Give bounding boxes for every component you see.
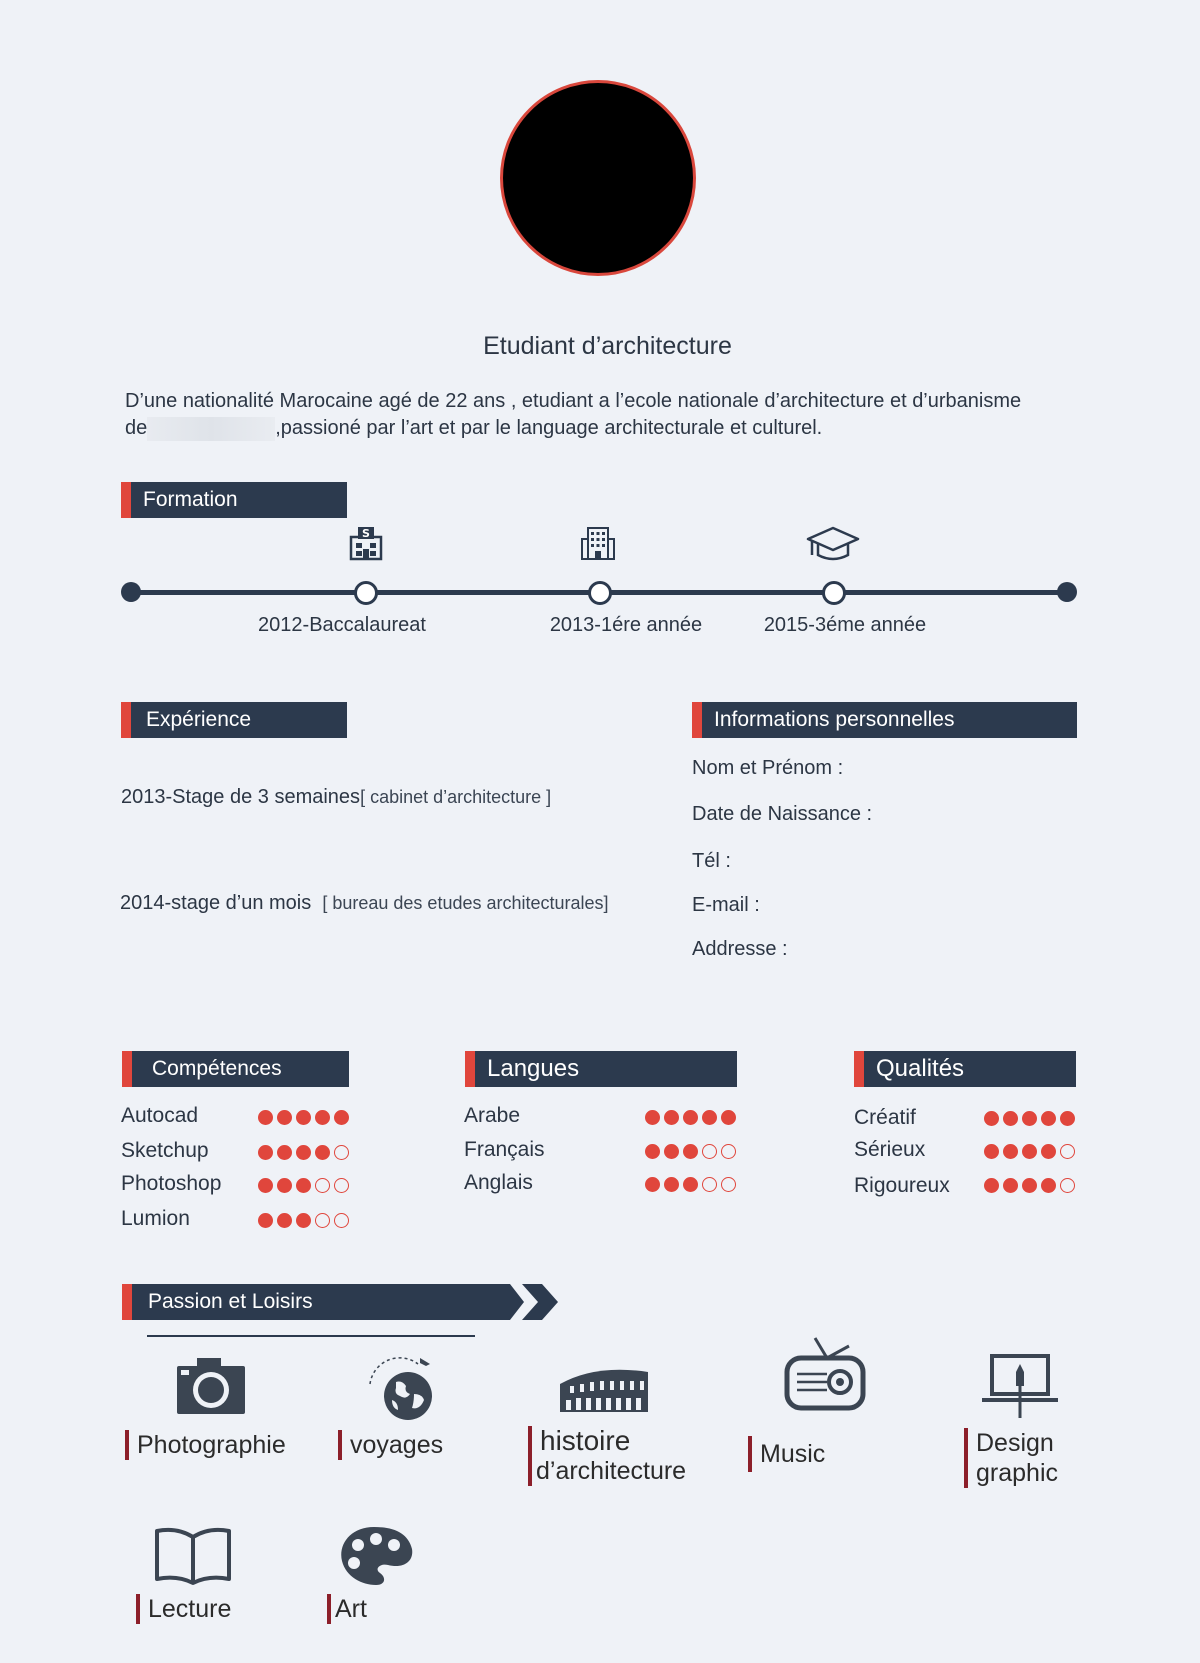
rating-dot-filled <box>334 1110 349 1125</box>
globe-plane-icon <box>362 1354 438 1422</box>
timeline-label-2012: 2012-Baccalaureat <box>258 614 426 636</box>
field-email: E-mail : <box>692 894 760 916</box>
intro-text <box>125 388 1085 442</box>
quality-name: Sérieux <box>854 1138 926 1161</box>
hobby-label-line: graphic <box>964 1458 1058 1488</box>
rating-dot-empty <box>721 1144 736 1159</box>
languages-header: Langues <box>465 1051 737 1087</box>
school-icon <box>348 525 384 561</box>
intro-line-2-end: ,passioné par l’art et par le language architecturale et culturel. <box>275 417 823 439</box>
timeline-label-2015: 2015-3éme année <box>763 614 927 636</box>
rating-dot-filled <box>645 1110 660 1125</box>
hobby-lecture: Lecture <box>136 1594 231 1624</box>
hobby-label-line: d’architecture <box>528 1456 686 1486</box>
field-address: Addresse : <box>692 938 788 960</box>
experience-main: 2014-stage d’un mois <box>120 892 312 914</box>
svg-text:S: S <box>362 527 370 540</box>
rating-dot-filled <box>1060 1111 1075 1126</box>
rating-dot-filled <box>1022 1178 1037 1193</box>
timeline-end-dot <box>1057 582 1077 602</box>
rating-dot-empty <box>1060 1144 1075 1159</box>
rating-dots <box>645 1110 736 1125</box>
rating-dot-filled <box>1041 1144 1056 1159</box>
rating-dot-filled <box>645 1144 660 1159</box>
rating-dot-filled <box>1003 1111 1018 1126</box>
quality-name: Rigoureux <box>854 1174 950 1197</box>
rating-dot-filled <box>296 1110 311 1125</box>
intro-line-2 <box>125 415 1085 442</box>
camera-icon <box>175 1356 247 1416</box>
hobby-photographie: Photographie <box>125 1430 286 1460</box>
rating-dot-filled <box>721 1110 736 1125</box>
field-phone: Tél : <box>692 850 731 872</box>
rating-dot-filled <box>702 1110 717 1125</box>
hobby-design-graphic <box>964 1428 1058 1488</box>
rating-dot-filled <box>1041 1178 1056 1193</box>
rating-dot-filled <box>258 1213 273 1228</box>
hobby-art: Art <box>327 1594 367 1624</box>
rating-dots <box>984 1178 1075 1193</box>
rating-dot-empty <box>334 1145 349 1160</box>
rating-dot-filled <box>296 1213 311 1228</box>
rating-dot-filled <box>664 1110 679 1125</box>
rating-dots <box>258 1145 349 1160</box>
hobby-voyages: voyages <box>338 1430 443 1460</box>
rating-dot-empty <box>721 1177 736 1192</box>
experience-header: Expérience <box>121 702 347 738</box>
skill-name: Photoshop <box>121 1172 222 1195</box>
rating-dot-empty <box>334 1178 349 1193</box>
rating-dot-empty <box>702 1177 717 1192</box>
graduation-cap-icon <box>806 525 860 565</box>
rating-dots <box>258 1178 349 1193</box>
rating-dot-filled <box>258 1110 273 1125</box>
radio-icon <box>783 1336 867 1416</box>
rating-dot-empty <box>1060 1178 1075 1193</box>
field-birthdate: Date de Naissance : <box>692 803 873 825</box>
rating-dot-empty <box>315 1213 330 1228</box>
skill-name: Sketchup <box>121 1139 209 1162</box>
rating-dot-filled <box>984 1111 999 1126</box>
rating-dots <box>984 1144 1075 1159</box>
rating-dots <box>258 1110 349 1125</box>
rating-dots <box>645 1177 736 1192</box>
palette-icon <box>336 1525 416 1589</box>
experience-detail: [ bureau des etudes architecturales] <box>322 893 609 913</box>
rating-dot-filled <box>683 1144 698 1159</box>
rating-dot-filled <box>296 1178 311 1193</box>
personal-info-header: Informations personnelles <box>692 702 1077 738</box>
language-name: Anglais <box>464 1171 533 1194</box>
colosseum-icon <box>556 1362 652 1416</box>
rating-dot-filled <box>277 1145 292 1160</box>
formation-header: Formation <box>121 482 347 518</box>
profile-photo <box>500 80 696 276</box>
hobby-music: Music <box>748 1436 825 1472</box>
hobby-histoire-architecture <box>528 1426 686 1486</box>
intro-line-1: D’une nationalité Marocaine agé de 22 ans , etudiant a l’ecole nationale d’architecture et d’urbanisme <box>125 390 1022 412</box>
rating-dot-filled <box>315 1110 330 1125</box>
timeline-label-2013: 2013-1ére année <box>549 614 703 636</box>
hobbies-header: Passion et Loisirs <box>148 1290 313 1313</box>
hobby-label-line: Design <box>964 1428 1058 1458</box>
timeline-node-2012 <box>354 581 378 605</box>
rating-dot-filled <box>277 1110 292 1125</box>
rating-dot-filled <box>315 1145 330 1160</box>
rating-dot-filled <box>1022 1111 1037 1126</box>
rating-dot-empty <box>334 1213 349 1228</box>
rating-dot-filled <box>984 1144 999 1159</box>
rating-dot-filled <box>664 1144 679 1159</box>
rating-dot-filled <box>1003 1178 1018 1193</box>
building-icon <box>580 525 616 561</box>
skill-name: Lumion <box>121 1207 190 1230</box>
language-name: Arabe <box>464 1104 521 1127</box>
experience-main: 2013-Stage de 3 semaines <box>121 786 361 808</box>
hobby-label-line: histoire <box>528 1426 686 1456</box>
book-icon <box>153 1525 233 1587</box>
timeline-node-2013 <box>588 581 612 605</box>
experience-item <box>120 892 609 915</box>
rating-dot-filled <box>258 1178 273 1193</box>
timeline-node-2015 <box>822 581 846 605</box>
experience-item <box>121 786 551 809</box>
rating-dot-filled <box>277 1213 292 1228</box>
qualities-header: Qualités <box>854 1051 1076 1087</box>
field-name: Nom et Prénom : <box>692 757 844 779</box>
page-title: Etudiant d’architecture <box>483 332 732 360</box>
rating-dot-filled <box>1022 1144 1037 1159</box>
rating-dots <box>984 1111 1075 1126</box>
language-name: Français <box>464 1138 545 1161</box>
rating-dot-filled <box>1041 1111 1056 1126</box>
skills-header: Compétences <box>122 1051 349 1087</box>
rating-dot-empty <box>315 1178 330 1193</box>
rating-dot-filled <box>664 1177 679 1192</box>
rating-dot-filled <box>277 1178 292 1193</box>
rating-dot-filled <box>258 1145 273 1160</box>
rating-dot-filled <box>984 1178 999 1193</box>
rating-dot-empty <box>702 1144 717 1159</box>
redacted-text <box>147 417 275 441</box>
intro-line-2-start: de <box>125 417 148 439</box>
rating-dots <box>645 1144 736 1159</box>
rating-dot-filled <box>1003 1144 1018 1159</box>
divider <box>147 1335 475 1337</box>
skill-name: Autocad <box>121 1104 199 1127</box>
laptop-pen-icon <box>980 1354 1060 1420</box>
quality-name: Créatif <box>854 1106 916 1129</box>
timeline-start-dot <box>121 582 141 602</box>
rating-dot-filled <box>683 1110 698 1125</box>
rating-dot-filled <box>296 1145 311 1160</box>
rating-dot-filled <box>683 1177 698 1192</box>
experience-detail: [ cabinet d’architecture ] <box>360 787 552 807</box>
rating-dots <box>258 1213 349 1228</box>
rating-dot-filled <box>645 1177 660 1192</box>
